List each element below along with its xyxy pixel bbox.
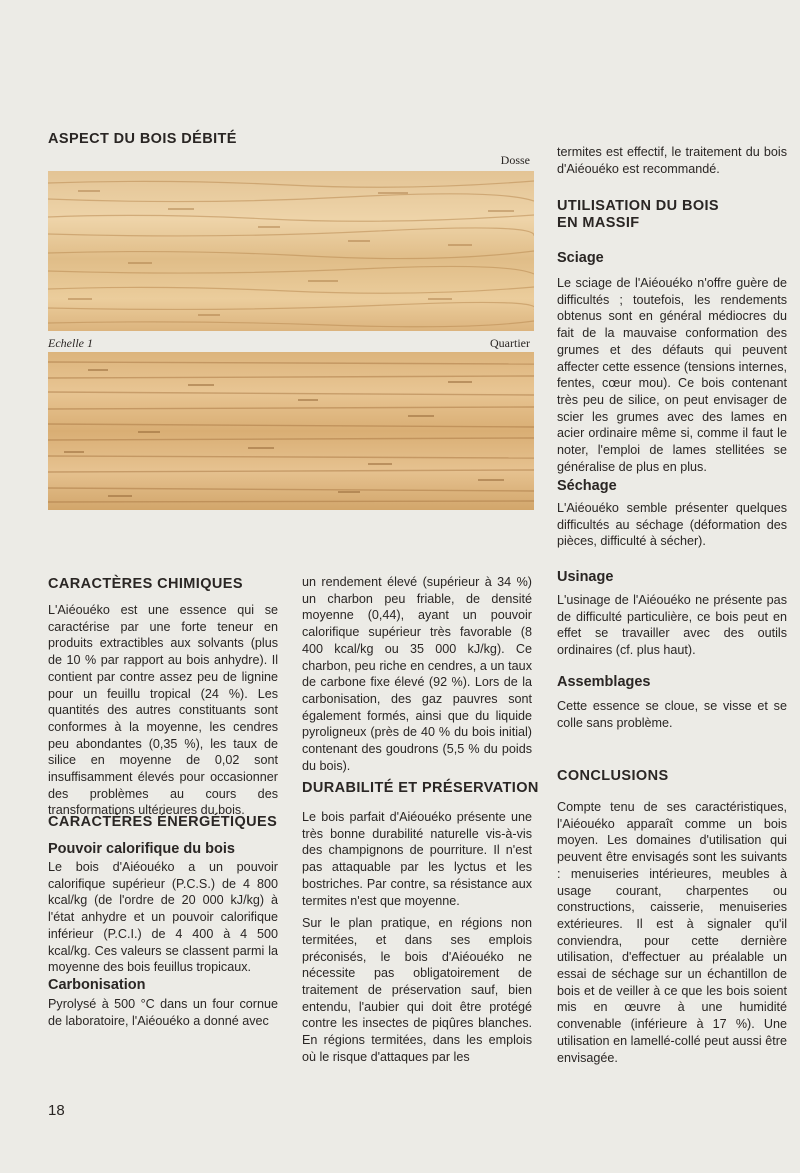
wood-sample-quartier xyxy=(48,352,534,510)
quartier-label: Quartier xyxy=(490,336,530,350)
chimiques-title: CARACTÈRES CHIMIQUES xyxy=(48,576,243,592)
aspect-title: ASPECT DU BOIS DÉBITÉ xyxy=(48,131,237,147)
echelle-label: Echelle 1 xyxy=(48,336,93,350)
utilisation-title-line2: EN MASSIF xyxy=(557,215,640,231)
pouvoir-title: Pouvoir calorifique du bois xyxy=(48,841,235,857)
dosse-label: Dosse xyxy=(500,153,530,167)
pouvoir-text: Le bois d'Aiéouéko a un pouvoir calorifique supérieur (P.C.S.) de 4 800 kcal/kg (de l'ordre de 20 000 kJ/kg) à l'état anhydre et un pouvoir calorifique inférieur (P.C.I.) de 4 400 à 4 500 kcal/kg. Ces valeurs se classent parmi la moyenne des bois feuillus tropicaux. xyxy=(48,860,278,975)
assemblages-text: Cette essence se cloue, se visse et se colle sans problème. xyxy=(557,699,787,730)
usinage-title: Usinage xyxy=(557,569,614,585)
wood-sample-dosse xyxy=(48,171,534,331)
sciage-title: Sciage xyxy=(557,250,604,266)
page-number: 18 xyxy=(48,1102,65,1119)
utilisation-title-line1: UTILISATION DU BOIS xyxy=(557,198,719,214)
carbonisation-continued: un rendement élevé (supérieur à 34 %) un charbon peu friable, de densité moyenne (0,44), ayant un pouvoir calorifique supérieur très favorable (8 400 kcal/kg ou 35 000 kJ/kg). Ce charbon, peu riche en cendres, a un taux de carbone fixe élevé (92 %). Lors de la carbonisation, des gaz pauvres sont également formés, ainsi que du liquide pyroligneux (près de 40 % du bois initial) contenant des goudrons (5,5 % du poids du bois). xyxy=(302,575,532,773)
durabilite-title: DURABILITÉ ET PRÉSERVATION xyxy=(302,780,539,796)
sciage-text: Le sciage de l'Aiéouéko n'offre guère de difficultés ; toutefois, les rendements obtenus sont en général médiocres du fait de la mauvaise conformation des grumes et des défauts qui peuvent affecter cette essence (tensions internes, fentes, cœur mou). Ce bois contenant très peu de silice, on peut envisager de scier les grumes avec des lames en acier ordinaire même si, comme il faut le noter, l'emploi de lames stellitées se généralise de plus en plus. xyxy=(557,276,787,474)
usinage-text: L'usinage de l'Aiéouéko ne présente pas de difficulté particulière, ce bois peut en effet se travailler avec des outils ordinaires (cf. plus haut). xyxy=(557,593,787,658)
conclusions-title: CONCLUSIONS xyxy=(557,768,669,784)
carbonisation-title: Carbonisation xyxy=(48,977,146,993)
sechage-title: Séchage xyxy=(557,478,617,494)
conclusions-text: Compte tenu de ses caractéristiques, l'Aiéouéko apparaît comme un bois moyen. Les domaines d'utilisation qui peuvent être envisagés sont les suivants : menuiseries intérieures, meubles à usage courant, charpentes ou constructions, caisserie, menuiseries extérieures. Il est à signaler qu'il conviendra, pour cette dernière utilisation, d'effectuer au préalable un essai de séchage sur un échantillon de bois et de veiller à ce que les bois soient mis en œuvre à une humidité convenable (inférieure à 17 %). Une utilisation en lamellé-collé peut aussi être envisagée. xyxy=(557,800,787,1065)
energetiques-title: CARACTÈRES ÉNERGÉTIQUES xyxy=(48,814,278,830)
durabilite-continued: termites est effectif, le traitement du bois d'Aiéouéko est recommandé. xyxy=(557,145,787,176)
durabilite-p1: Le bois parfait d'Aiéouéko présente une très bonne durabilité naturelle vis-à-vis des champignons de pourriture. Il n'est pas attaquable par les lyctus et les bostriches. Par contre, sa résistance aux termites n'est que moyenne. xyxy=(302,810,532,908)
sechage-text: L'Aiéouéko semble présenter quelques difficultés au séchage (déformation des pièces, difficulté à sécher). xyxy=(557,501,787,549)
chimiques-text: L'Aiéouéko est une essence qui se caractérise par une forte teneur en produits extractibles aux solvants (plus de 10 % par rapport au bois anhydre). Il contient par contre assez peu de lignine pour un feuillu tropical (24 %). Les quantités des autres constituants sont conformes à la moyenne, les cendres peu abondantes (0,35 %), les taux de silice en moyenne de 0,02 sont insuffisamment élevés pour occasionner des problèmes au cours des transformations ultérieures du bois. xyxy=(48,603,278,818)
durabilite-p2: Sur le plan pratique, en régions non termitées, et dans ses emplois préconisés, le bois d'Aiéouéko ne nécessite pas obligatoirement de traitement de préservation sauf, bien entendu, l'aubier qui doit être protégé contre les insectes de piqûres blanches. En régions termitées, dans les emplois où le risque d'attaques par les xyxy=(302,916,532,1064)
assemblages-title: Assemblages xyxy=(557,674,651,690)
carbonisation-text: Pyrolysé à 500 °C dans un four cornue de laboratoire, l'Aiéouéko a donné avec xyxy=(48,997,278,1028)
